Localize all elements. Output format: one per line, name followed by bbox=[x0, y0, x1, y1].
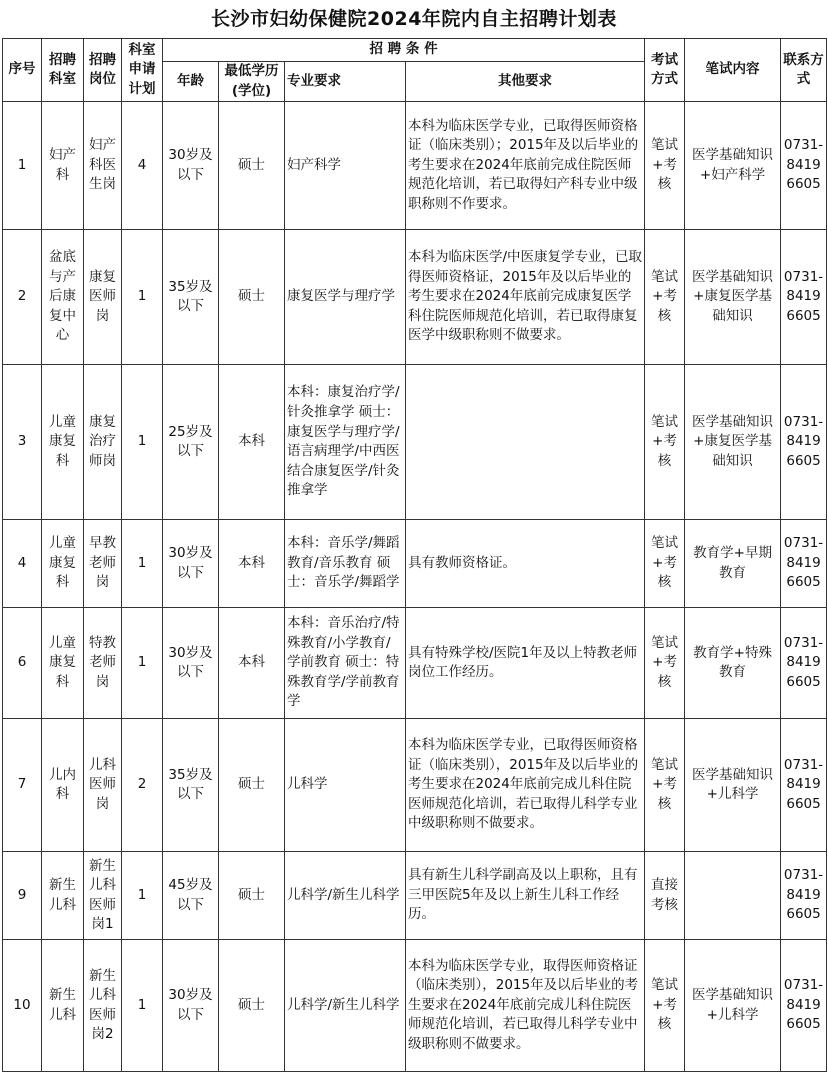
header-seq: 序号 bbox=[3, 39, 42, 102]
cell-content: 教育学+早期教育 bbox=[685, 520, 781, 608]
cell-contact: 0731-84196605 bbox=[781, 852, 827, 940]
cell-seq: 7 bbox=[3, 719, 42, 852]
cell-post: 妇产科医生岗 bbox=[84, 102, 122, 230]
cell-other: 具有新生儿科学副高及以上职称，且有三甲医院5年及以上新生儿科工作经历。 bbox=[406, 852, 645, 940]
cell-plan: 4 bbox=[122, 102, 163, 230]
cell-seq: 1 bbox=[3, 102, 42, 230]
cell-post: 儿科医师岗 bbox=[84, 719, 122, 852]
cell-other: 本科为临床医学专业，已取得医师资格证（临床类别），2015年及以后毕业的考生要求在2024年底前完成儿科住院医师规范化培训，若已取得儿科学专业中级职称则不做要求。 bbox=[406, 719, 645, 852]
cell-edu: 硕士 bbox=[219, 852, 285, 940]
cell-age: 30岁及以下 bbox=[163, 940, 219, 1072]
cell-content bbox=[685, 852, 781, 940]
cell-contact: 0731-84196605 bbox=[781, 230, 827, 365]
cell-age: 30岁及以下 bbox=[163, 520, 219, 608]
table-row bbox=[3, 719, 827, 852]
cell-post: 新生儿科医师岗2 bbox=[84, 940, 122, 1072]
cell-major: 儿科学/新生儿科学 bbox=[285, 940, 406, 1072]
cell-exam: 笔试+考核 bbox=[645, 102, 685, 230]
cell-contact: 0731-84196605 bbox=[781, 102, 827, 230]
cell-edu: 本科 bbox=[219, 520, 285, 608]
cell-edu: 本科 bbox=[219, 365, 285, 520]
cell-seq: 2 bbox=[3, 230, 42, 365]
cell-seq: 4 bbox=[3, 520, 42, 608]
cell-other: 本科为临床医学/中医康复学专业，已取得医师资格证，2015年及以后毕业的考生要求在2024年底前完成康复医学科住院医师规范化培训，若已取得康复医学中级职称则不做要求。 bbox=[406, 230, 645, 365]
page-title: 长沙市妇幼保健院2024年院内自主招聘计划表 bbox=[211, 8, 617, 30]
cell-content: 医学基础知识+康复医学基础知识 bbox=[685, 365, 781, 520]
cell-edu: 硕士 bbox=[219, 719, 285, 852]
cell-post: 早教老师岗 bbox=[84, 520, 122, 608]
cell-major: 妇产科学 bbox=[285, 102, 406, 230]
cell-post: 康复医师岗 bbox=[84, 230, 122, 365]
cell-age: 45岁及以下 bbox=[163, 852, 219, 940]
cell-plan: 1 bbox=[122, 608, 163, 719]
header-major: 专业要求 bbox=[285, 62, 406, 102]
header-conditions: 招 聘 条 件 bbox=[163, 39, 645, 62]
table-row bbox=[3, 230, 827, 365]
cell-exam: 笔试+考核 bbox=[645, 230, 685, 365]
cell-major: 本科：康复治疗学/针灸推拿学 硕士：康复医学与理疗学/语言病理学/中西医结合康复医学/针灸推拿学 bbox=[285, 365, 406, 520]
header-content: 笔试内容 bbox=[685, 39, 781, 102]
cell-age: 30岁及以下 bbox=[163, 102, 219, 230]
cell-dept: 妇产科 bbox=[42, 102, 84, 230]
cell-plan: 2 bbox=[122, 719, 163, 852]
cell-major: 康复医学与理疗学 bbox=[285, 230, 406, 365]
cell-content: 教育学+特殊教育 bbox=[685, 608, 781, 719]
cell-content: 医学基础知识+儿科学 bbox=[685, 940, 781, 1072]
cell-contact: 0731-84196605 bbox=[781, 520, 827, 608]
cell-dept: 盆底与产后康复中心 bbox=[42, 230, 84, 365]
cell-content: 医学基础知识+妇产科学 bbox=[685, 102, 781, 230]
cell-major: 本科：音乐治疗/特殊教育/小学教育/学前教育 硕士：特殊教育学/学前教育学 bbox=[285, 608, 406, 719]
cell-plan: 1 bbox=[122, 852, 163, 940]
cell-age: 30岁及以下 bbox=[163, 608, 219, 719]
cell-dept: 新生儿科 bbox=[42, 852, 84, 940]
cell-post: 新生儿科医师岗1 bbox=[84, 852, 122, 940]
cell-other: 具有教师资格证。 bbox=[406, 520, 645, 608]
cell-exam: 笔试+考核 bbox=[645, 608, 685, 719]
cell-dept: 儿童康复科 bbox=[42, 365, 84, 520]
cell-contact: 0731-84196605 bbox=[781, 719, 827, 852]
cell-post: 特教老师岗 bbox=[84, 608, 122, 719]
cell-contact: 0731-84196605 bbox=[781, 608, 827, 719]
cell-edu: 硕士 bbox=[219, 230, 285, 365]
cell-contact: 0731-84196605 bbox=[781, 940, 827, 1072]
cell-content: 医学基础知识+儿科学 bbox=[685, 719, 781, 852]
header-edu: 最低学历(学位) bbox=[219, 62, 285, 102]
table-row bbox=[3, 102, 827, 230]
cell-major: 本科：音乐学/舞蹈教育/音乐教育 硕士：音乐学/舞蹈学 bbox=[285, 520, 406, 608]
cell-seq: 3 bbox=[3, 365, 42, 520]
header-dept: 招聘科室 bbox=[42, 39, 84, 102]
cell-other bbox=[406, 365, 645, 520]
cell-plan: 1 bbox=[122, 940, 163, 1072]
cell-plan: 1 bbox=[122, 230, 163, 365]
cell-seq: 10 bbox=[3, 940, 42, 1072]
cell-dept: 儿童康复科 bbox=[42, 608, 84, 719]
cell-seq: 6 bbox=[3, 608, 42, 719]
cell-age: 35岁及以下 bbox=[163, 230, 219, 365]
cell-plan: 1 bbox=[122, 365, 163, 520]
header-contact: 联系方式 bbox=[781, 39, 827, 102]
cell-dept: 儿内科 bbox=[42, 719, 84, 852]
header-post: 招聘岗位 bbox=[84, 39, 122, 102]
cell-major: 儿科学/新生儿科学 bbox=[285, 852, 406, 940]
cell-major: 儿科学 bbox=[285, 719, 406, 852]
header-age: 年龄 bbox=[163, 62, 219, 102]
recruitment-table bbox=[2, 38, 827, 1072]
cell-exam: 笔试+考核 bbox=[645, 940, 685, 1072]
cell-other: 具有特殊学校/医院1年及以上特教老师岗位工作经历。 bbox=[406, 608, 645, 719]
cell-post: 康复治疗师岗 bbox=[84, 365, 122, 520]
cell-edu: 硕士 bbox=[219, 940, 285, 1072]
table-row bbox=[3, 608, 827, 719]
cell-exam: 笔试+考核 bbox=[645, 365, 685, 520]
header-exam: 考试方式 bbox=[645, 39, 685, 102]
cell-edu: 本科 bbox=[219, 608, 285, 719]
table-row bbox=[3, 940, 827, 1072]
cell-age: 35岁及以下 bbox=[163, 719, 219, 852]
cell-exam: 笔试+考核 bbox=[645, 719, 685, 852]
cell-seq: 9 bbox=[3, 852, 42, 940]
cell-contact: 0731-84196605 bbox=[781, 365, 827, 520]
cell-other: 本科为临床医学专业，取得医师资格证（临床类别），2015年及以后毕业的考生要求在2024年底前完成儿科住院医师规范化培训，若已取得儿科学专业中级职称则不做要求。 bbox=[406, 940, 645, 1072]
table-row bbox=[3, 365, 827, 520]
cell-exam: 笔试+考核 bbox=[645, 520, 685, 608]
table-row bbox=[3, 520, 827, 608]
cell-dept: 新生儿科 bbox=[42, 940, 84, 1072]
header-other: 其他要求 bbox=[406, 62, 645, 102]
cell-exam: 直接考核 bbox=[645, 852, 685, 940]
cell-age: 25岁及以下 bbox=[163, 365, 219, 520]
cell-plan: 1 bbox=[122, 520, 163, 608]
cell-dept: 儿童康复科 bbox=[42, 520, 84, 608]
cell-content: 医学基础知识+康复医学基础知识 bbox=[685, 230, 781, 365]
cell-edu: 硕士 bbox=[219, 102, 285, 230]
header-plan: 科室申请计划 bbox=[122, 39, 163, 102]
table-row bbox=[3, 852, 827, 940]
cell-other: 本科为临床医学专业，已取得医师资格证（临床类别）；2015年及以后毕业的考生要求在2024年底前完成住院医师规范化培训，若已取得妇产科专业中级职称则不作要求。 bbox=[406, 102, 645, 230]
